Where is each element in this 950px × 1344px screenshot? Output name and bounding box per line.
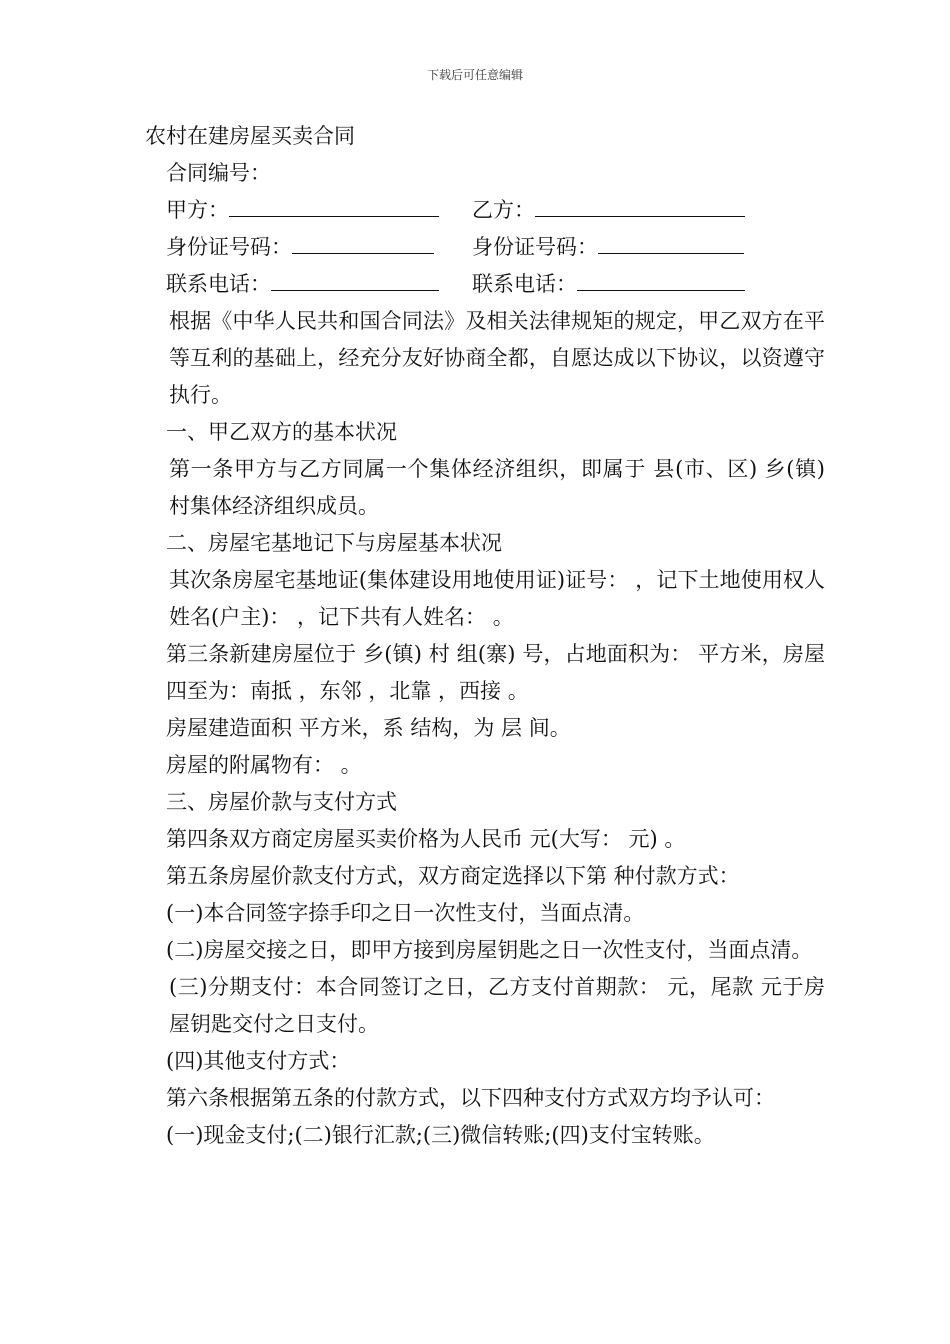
- party-b-label: 乙方：: [472, 198, 535, 222]
- article-2: 其次条房屋宅基地证(集体建设用地使用证)证号： ，记下土地使用权人姓名(户主)： ，记下共有人姓名： 。: [169, 568, 825, 629]
- section-3-heading: 三、房屋价款与支付方式: [166, 790, 397, 814]
- attachments-clause: 房屋的附属物有： 。: [166, 753, 362, 777]
- phone-label-a: 联系电话：: [166, 272, 271, 296]
- document-title: 农村在建房屋买卖合同: [145, 124, 355, 148]
- contract-body: [145, 118, 825, 1154]
- header-note: 下载后可任意编辑: [426, 68, 523, 82]
- id-label-a: 身份证号码：: [166, 235, 292, 259]
- party-row: [145, 192, 825, 229]
- id-a-blank: [292, 231, 434, 254]
- party-b-blank: [535, 194, 745, 217]
- article-1: 第一条甲方与乙方同属一个集体经济组织，即属于 县(市、区) 乡(镇) 村集体经济组织成员。: [169, 457, 825, 518]
- article-6: 第六条根据第五条的付款方式，以下四种支付方式双方均予认可：: [166, 1086, 775, 1110]
- party-a-blank: [229, 194, 439, 217]
- payment-option-3: (三)分期支付：本合同签订之日，乙方支付首期款： 元，尾款 元于房屋钥匙交付之日支付。: [169, 975, 825, 1036]
- party-a-label: 甲方：: [166, 198, 229, 222]
- payment-option-4: (四)其他支付方式：: [166, 1049, 351, 1073]
- article-3: 第三条新建房屋位于 乡(镇) 村 组(寨) 号，占地面积为： 平方米，房屋四至为：南抵 ，东邻 ，北靠 ，西接 。: [166, 642, 825, 703]
- payment-option-2: (二)房屋交接之日，即甲方接到房屋钥匙之日一次性支付，当面点清。: [166, 938, 813, 962]
- phone-row: [145, 266, 825, 303]
- section-2-heading: 二、房屋宅基地记下与房屋基本状况: [166, 531, 502, 555]
- phone-label-b: 联系电话：: [472, 272, 577, 296]
- id-label-b: 身份证号码：: [472, 235, 598, 259]
- payment-methods: (一)现金支付;(二)银行汇款;(三)微信转账;(四)支付宝转账。: [166, 1123, 715, 1147]
- phone-a-blank: [271, 268, 439, 291]
- contract-number-label: 合同编号：: [166, 161, 271, 185]
- preamble-paragraph: 根据《中华人民共和国合同法》及相关法律规矩的规定，甲乙双方在平等互利的基础上，经充分友好协商全都，自愿达成以下协议，以资遵守执行。: [169, 309, 825, 407]
- article-5: 第五条房屋价款支付方式，双方商定选择以下第 种付款方式：: [166, 864, 740, 888]
- id-row: [145, 229, 825, 266]
- section-1-heading: 一、甲乙双方的基本状况: [166, 420, 397, 444]
- article-4: 第四条双方商定房屋买卖价格为人民币 元(大写： 元) 。: [166, 827, 686, 851]
- phone-b-blank: [577, 268, 745, 291]
- payment-option-1: (一)本合同签字捺手印之日一次性支付，当面点清。: [166, 901, 645, 925]
- building-area-clause: 房屋建造面积 平方米，系 结构，为 层 间。: [166, 716, 571, 740]
- id-b-blank: [598, 231, 744, 254]
